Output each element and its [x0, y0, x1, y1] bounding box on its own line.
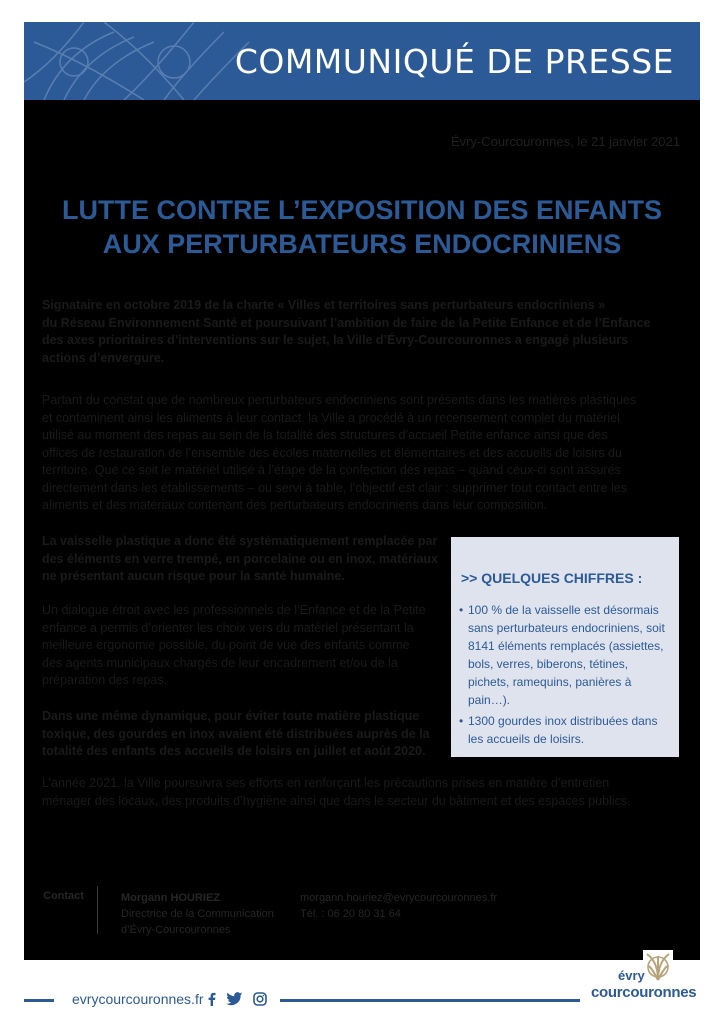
twitter-icon[interactable] [226, 992, 243, 1006]
leaf-motif-icon [24, 22, 254, 100]
text-line: Signataire en octobre 2019 de la charte « Villes et territoires sans perturbateurs endocriniens » [42, 298, 606, 312]
list-item: • 100 % de la vaisselle est désormais sans perturbateurs endocriniens, soit 8141 éléments remplacés (assiettes, bols, verres, biberons, tétines, pichets, ramequins, panières à pain…). [459, 601, 671, 709]
contact-role: Directrice de la Communication [121, 908, 274, 920]
headline-line-1: LUTTE CONTRE L’EXPOSITION DES ENFANTS [61, 195, 663, 225]
paragraph-intro [42, 297, 682, 367]
paragraph-2 [42, 392, 682, 515]
instagram-icon[interactable] [253, 992, 267, 1006]
text-line: enfance a permis d’orienter les choix vers du matériel présentant la [42, 620, 414, 635]
paragraph-6 [42, 775, 682, 810]
key-figures-box [451, 537, 679, 757]
headline-line-2: AUX PERTURBATEURS ENDOCRINIENS [102, 229, 622, 259]
date-line: Évry-Courcouronnes, le 21 janvier 2021 [450, 134, 680, 149]
text-line: préparation des repas. [42, 673, 168, 687]
text-line: Dans une même dynamique, pour éviter toute matière plastique [42, 709, 420, 723]
text-line: aliments et des matériaux contenant des perturbateurs endocriniens dans leur composition. [42, 498, 548, 512]
text-line: La vaisselle plastique a donc été systématiquement remplacée par [42, 534, 438, 548]
footer-rule-right [280, 999, 580, 1002]
text-line: du Réseau Environnement Santé et poursuivant l’ambition de faire de la Petite Enfance et de l’Enfance [42, 315, 651, 330]
contact-label: Contact [43, 890, 84, 902]
text-line: totalité des enfants des accueils de loisirs en juillet et août 2020. [42, 744, 426, 758]
text-line: directement dans les établissements – ou servi à table, l’objectif est clair : supprimer tout contact entre les [42, 480, 628, 495]
text-line: Partant du constat que de nombreux perturbateurs endocriniens sont présents dans les matières plastiques [42, 393, 637, 407]
key-figures-title: >> QUELQUES CHIFFRES : [461, 570, 643, 586]
text-line: ne présentant aucun risque pour la santé humaine. [42, 569, 345, 583]
paragraph-3 [42, 533, 442, 586]
header-banner [24, 22, 700, 100]
city-leaf-logo-icon [643, 950, 673, 982]
text-line: toxique, des gourdes en inox avaient été distribuées auprès de la [42, 726, 430, 741]
text-line: et contaminent ainsi les aliments à leur contact, la Ville a procédé à un recensement complet du matériel [42, 410, 620, 425]
facebook-icon[interactable] [205, 992, 219, 1006]
text-line: L’année 2021, la Ville poursuivra ses efforts en renforçant les précautions prises en matière d’entretien [42, 776, 610, 790]
text-line: offices de restauration de l’ensemble des écoles maternelles et élémentaires et des accueils de loisirs du [42, 445, 622, 460]
contact-role: d’Évry-Courcouronnes [121, 924, 231, 936]
contact-details [121, 890, 274, 938]
text-line: actions d’envergure. [42, 350, 165, 365]
logo-text-evry: évry [618, 968, 645, 983]
contact-divider [97, 886, 98, 934]
logo-text-courcouronnes: courcouronnes [591, 984, 697, 1001]
contact-channels [300, 890, 497, 922]
footer-rule-left [24, 999, 54, 1002]
contact-phone: Tél. : 06 20 80 31 64 [300, 908, 401, 920]
paragraph-4 [42, 602, 442, 690]
contact-email-link[interactable]: morgann.houriez@evrycourcouronnes.fr [300, 892, 498, 904]
text-line: des éléments en verre trempé, en porcelaine ou en inox, matériaux [42, 551, 438, 566]
list-item: • 1300 gourdes inox distribuées dans les accueils de loisirs. [459, 712, 671, 748]
key-figures-list [459, 601, 671, 751]
text-line: territoire. Que ce soit le matériel utilisé à l’étape de la confection des repas – quand ceux-ci sont assurés [42, 463, 621, 477]
text-line: ménager des locaux, des produits d’hygiène ainsi que dans le secteur du bâtiment et des espaces publics. [42, 793, 631, 808]
text-line: Un dialogue étroit avec les professionnels de l’Enfance et de la Petite [42, 603, 426, 617]
website-link[interactable]: evrycourcouronnes.fr [72, 991, 204, 1007]
headline [24, 193, 700, 261]
contact-name: Morgann HOURIEZ [121, 892, 220, 904]
paragraph-5 [42, 708, 442, 761]
text-line: meilleure ergonomie possible, du point de vue des enfants comme [42, 638, 410, 652]
text-line: des agents municipaux chargés de leur encadrement et/ou de la [42, 655, 398, 670]
header-title: COMMUNIQUÉ DE PRESSE [234, 42, 674, 81]
text-line: des axes prioritaires d’interventions sur le sujet, la Ville d’Évry-Courcouronnes a engagé plusieurs [42, 333, 629, 347]
text-line: utilisé au moment des repas au sein de la totalité des structures d’accueil Petite enfance ainsi que des [42, 428, 608, 442]
